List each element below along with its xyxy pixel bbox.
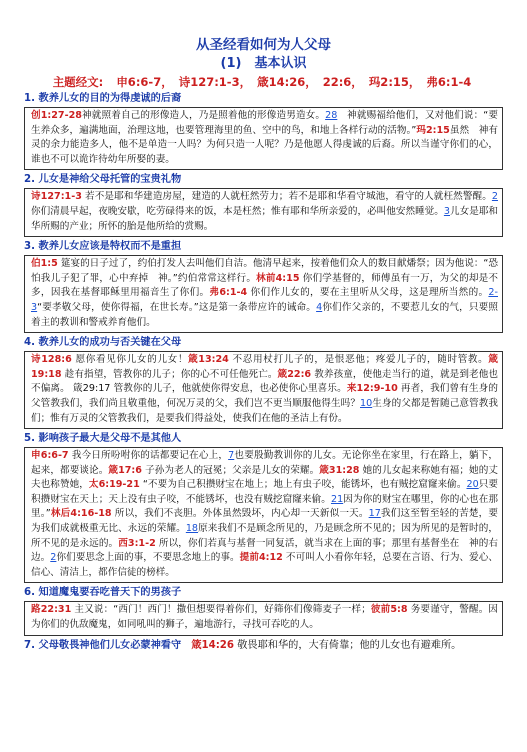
verse-text: “要孝敬父母，使你得福，在世长寿。”这是第一条带应许的诫命。 [37,301,317,313]
verse-number: 18 [185,523,199,535]
page-title: 从圣经看如何为人父母 [196,37,331,53]
verse-reference: 提前4:12 [239,552,283,564]
verse-reference: 林后4:16-18 [50,508,112,520]
section-body [24,447,503,583]
section-heading-text: 7. 父母敬畏神他们儿女必蒙神看守 [24,639,182,651]
section-heading-text: 6. 知道魔鬼要吞吃普天下的男孩子 [24,587,182,599]
verse-text: 原来我们不是顾念所见的，乃是顾念所不见的；因为所见的是暂时的，所不见的是永远的。 [31,523,499,549]
verse-number: 21 [330,493,344,505]
section-heading-text: 4. 教养儿女的成功与否关键在父母 [24,337,182,349]
verse-reference: 路22:31 [31,604,72,616]
section-1 [24,92,503,170]
key-verses-label: 主题经文: [52,75,104,89]
key-verse-ref: 22:6， [322,75,363,89]
verse-reference: 箴13:24 [188,354,229,366]
verse-text: 教养孩童，使他走当行的道，就是到老他也不偏离。 箴29:17 管教你的儿子，他就使你得安息，也必使你心里喜乐。 [31,368,498,395]
verse-number: 4 [316,301,323,313]
key-verse-ref: 箴14:26， [257,75,317,89]
verse-reference: 玛2:15 [416,124,450,136]
section-heading-text: 1. 教养儿女的目的为得虔诚的后裔 [24,93,182,104]
verse-number: 2 [50,552,57,564]
verse-text: 生身的父都是暂随己意管教我们；惟有万灵的父管教我们，是要我们得益处，使我们在他的圣洁上有份。 [31,397,499,424]
verse-text: 只要积攒财宝在天上；天上没有虫子咬，不能锈坏，也没有贼挖窟窿来偷。 [31,479,499,505]
sections-container [24,92,503,653]
verse-reference: 申6:6-7 [31,450,69,462]
section-3 [24,240,503,333]
verse-text: 子孙为老人的冠冕；父亲是儿女的荣耀。 [141,464,320,476]
verse-text: 你们作父亲的，不要惹儿女的气，只要照着主的教训和警戒养育他们。 [31,301,499,328]
key-verse-ref: 申6:6-7， [116,75,173,89]
verse-reference: 诗128:6 [31,354,72,366]
verse-number: 3 [443,205,450,217]
section-body [24,107,503,170]
verse-number: 7 [228,450,235,462]
page-subtitle: (1) 基本认识 [220,56,307,71]
section-heading [24,92,503,106]
verse-text: 神就赐福给他们，又对他们说：“要生养众多，遍满地面，治理这地，也要管理海里的鱼、空中的鸟，和地上各样行动的活物。” [31,110,498,136]
verse-text: 你们作儿女的，要在主里听从父母，这是理所当然的。 [247,287,489,299]
verse-text: 我今日所吩咐你的话都要记在心上， [68,450,229,462]
verse-reference: 林前4:15 [256,272,300,284]
verse-reference: 箴31:28 [319,464,360,476]
section-7 [24,639,503,653]
verse-text: 敬畏耶和华的，大有倚靠；他的儿女也有避难所。 [233,639,462,651]
section-4 [24,336,503,429]
verse-text: 所以，我们不丧胆。外体虽然毁坏，内心却一天新似一天。 [111,508,369,520]
section-heading [24,432,503,446]
verse-text: 你们清晨早起，夜晚安歇，吃劳碌得来的饭，本是枉然；惟有耶和华所亲爱的，必叫他安然睡觉。 [31,205,444,217]
verse-number: 28 [325,110,338,121]
section-heading-text: 5. 影响孩子最大是父母不是其他人 [24,433,182,445]
section-heading [24,240,503,254]
section-body [24,188,503,237]
verse-text: “不要为自己积攒财宝在地上；地上有虫子咬，能锈坏，也有贼挖窟窿来偷。 [139,479,467,491]
verse-reference: 箴19:18 [31,354,498,380]
verse-text: 她的儿女起来称她有福；她的丈夫也称赞她， [31,464,498,491]
verse-text: 趁有指望，管教你的儿子；你的心不可任他死亡。 [61,368,278,380]
key-verse-ref: 玛2:15， [368,75,421,89]
verse-text: 你们要思念上面的事，不要思念地上的事。 [56,552,240,564]
verse-reference: 箴22:6 [277,368,312,380]
verse-text: 我们这至暂至轻的苦楚，要为我们成就极重无比、永远的荣耀。 [31,508,498,535]
verse-text: 你们学基督的，师傅虽有一万，为父的却是不多，因我在基督耶稣里用福音生了你们。 [31,272,498,299]
section-heading-text: 2. 儿女是神给父母托管的宝贵礼物 [24,174,182,186]
section-heading-text: 3. 教养儿女应该是特权而不是重担 [24,241,182,253]
verse-reference: 太6:19-21 [88,479,140,491]
verse-text: 再者，我们曾有生身的父管教我们，我们尚且敬重他，何况万灵的父，我们岂不更当顺服他得生吗？ [31,383,498,409]
verse-number: 20 [466,479,479,491]
verse-text: 神就照着自己的形像造人，乃是照着他的形像造男造女。 [81,110,326,121]
verse-text: 不忍用杖打儿子的，是恨恶他；疼爱儿子的，随时管教。 [228,354,489,366]
verse-reference: 弗6:1-4 [209,287,248,299]
verse-text: 筵宴的日子过了，约伯打发人去叫他们自洁。他清早起来，按着他们众人的数目献燔祭；因为他说：“恐怕我儿子犯了罪，心中弃掉 神。”约伯常常这样行。 [31,258,498,284]
verse-reference: 来12:9-10 [346,383,398,395]
verse-reference: 伯1:5 [31,258,58,270]
section-body [24,255,503,333]
section-2 [24,173,503,237]
verse-number: 2 [491,191,498,203]
verse-reference: 箴14:26 [191,639,234,651]
verse-number: 2-3 [31,287,498,313]
verse-text: 也要殷勤教训你的儿女。无论你坐在家里，行在路上，躺下，起来，都要谈论。 [31,450,498,476]
key-verse-ref: 诗127:1-3， [178,75,252,89]
verse-number: 17 [368,508,381,520]
verse-text: 儿女是耶和华所赐的产业；所怀的胎是他所给的赏赐。 [31,205,499,232]
section-heading [24,639,503,653]
verse-text: 主又说：“西门！西门！撒但想要得着你们，好筛你们像筛麦子一样； [71,604,371,616]
section-heading [24,586,503,600]
section-body [24,601,503,635]
section-5 [24,432,503,583]
verse-number: 10 [360,397,373,409]
section-heading [24,336,503,350]
verse-text: 不可叫人小看你年轻，总要在言语、行为、爱心、信心、清洁上，都作信徒的榜样。 [31,552,499,578]
verse-text: 所以，你们若真与基督一同复活，就当求在上面的事；那里有基督坐在 神的右边。 [31,537,498,564]
verse-reference: 彼前5:8 [370,604,408,616]
verse-text: 务要谨守，警醒。因为你们的仇敌魔鬼，如同吼叫的狮子，遍地游行，寻找可吞吃的人。 [31,604,498,631]
verse-reference: 西3:1-2 [118,537,156,549]
verse-reference: 诗127:1-3 [31,191,82,203]
verse-reference: 箴17:6 [108,464,142,476]
section-heading [24,173,503,187]
verse-text: 虽然 神有灵的余力能造多人，他不是单造一人吗？为何只造一人呢？乃是他愿人得虔诚的后裔。所以当谨守你们的心，谁也不可以诡诈待幼年所娶的妻。 [31,124,499,165]
verse-text: 因为你的财宝在哪里，你的心也在那里。” [31,493,499,520]
verse-reference: 创1:27-28 [31,110,82,121]
verse-text: 愿你看见你儿女的儿女！ [71,354,189,366]
key-verse-ref: 弗6:1-4 [426,75,472,89]
key-verses-line [24,74,503,90]
section-inline-verse [191,640,461,651]
verse-text: 若不是耶和华建造房屋，建造的人就枉然劳力；若不是耶和华看守城池，看守的人就枉然警醒。 [81,191,492,203]
section-body [24,351,503,429]
section-6 [24,586,503,635]
